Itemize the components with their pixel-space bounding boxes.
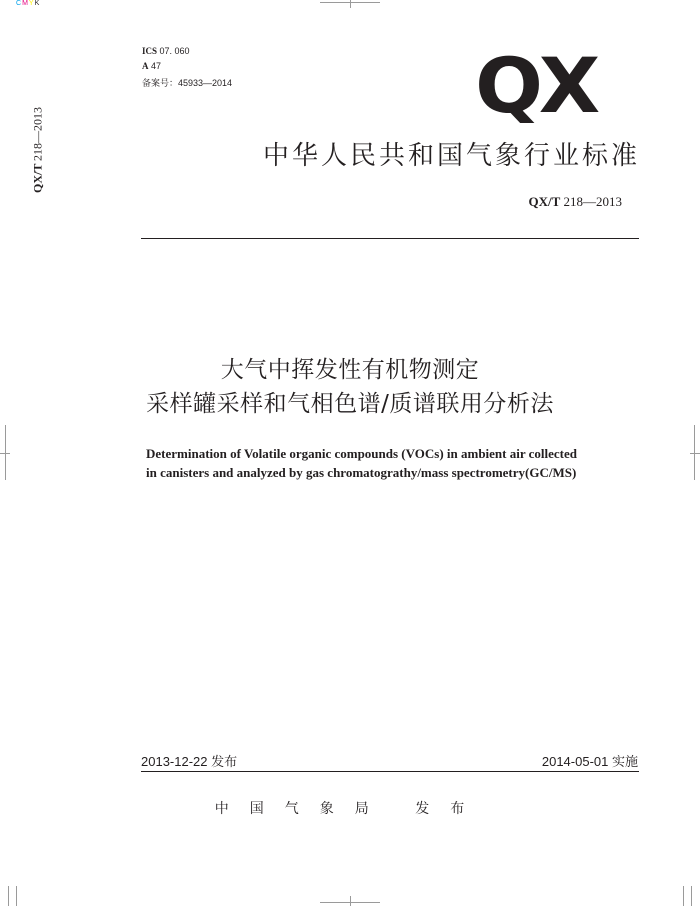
publisher: 中国气象局 发布 <box>214 801 486 817</box>
issue-date: 2013-12-22 发布 <box>141 754 238 769</box>
standard-category-title: 中华人民共和国气象行业标准 <box>262 141 640 171</box>
crop-mark-corner-bl <box>8 886 9 906</box>
crop-mark-corner-bl2 <box>16 886 17 906</box>
crop-mark-bottom-tick <box>350 896 351 906</box>
category-line: A 47 <box>142 61 162 71</box>
crop-mark-top-tick <box>350 0 351 8</box>
qx-logo: QX <box>475 41 597 130</box>
title-cn-line1: 大气中挥发性有机物测定 <box>220 357 480 383</box>
crop-mark-corner-br2 <box>691 886 692 906</box>
title-cn-line2: 采样罐采样和气相色谱/质谱联用分析法 <box>146 391 554 417</box>
standard-code: QX/T 218—2013 <box>528 194 622 209</box>
effective-date: 2014-05-01 实施 <box>541 754 638 769</box>
cmyk-print-mark: CMYK <box>16 0 41 7</box>
crop-mark-left-tick <box>5 425 6 480</box>
record-number-line: 备案号：45933—2014 <box>142 78 233 88</box>
footer-rule <box>141 771 639 772</box>
header-rule <box>141 238 639 239</box>
title-en-line1: Determination of Volatile organic compounds (VOCs) in ambient air collected <box>146 446 577 461</box>
ics-line: ICS 07. 060 <box>142 46 190 56</box>
title-en-line2: in canisters and analyzed by gas chromatograthy/mass spectrometry(GC/MS) <box>146 465 577 480</box>
side-standard-code: QX/T 218—2013 <box>30 106 45 194</box>
crop-mark-corner-br <box>683 886 684 906</box>
